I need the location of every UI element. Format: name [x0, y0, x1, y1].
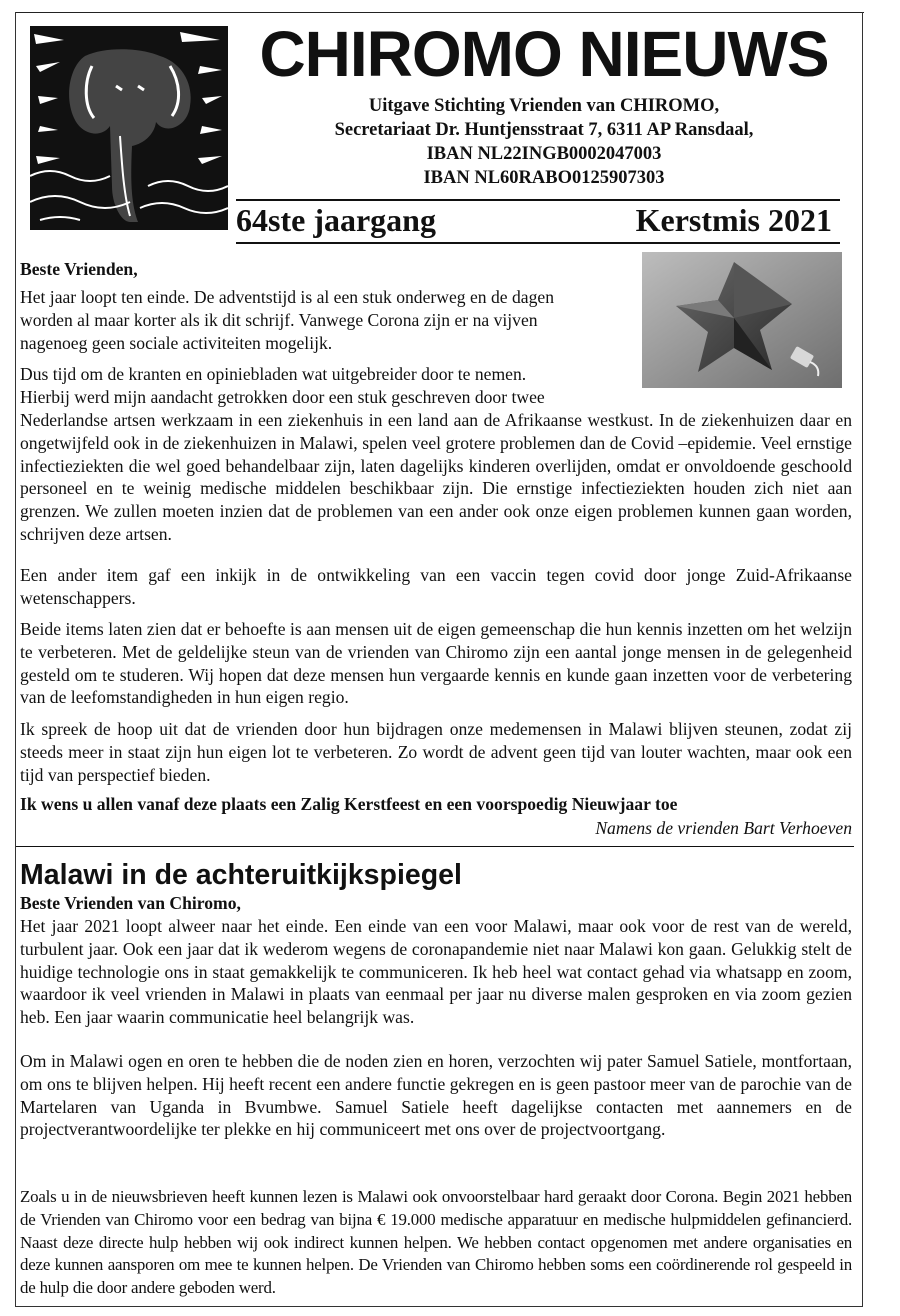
christmas-star-photo — [642, 252, 842, 388]
letter-paragraph-1-line-3: nagenoeg geen sociale activiteiten mogelijk. — [20, 333, 333, 353]
iban-line-2: IBAN NL60RABO0125907303 — [423, 168, 665, 188]
masthead-rule-bottom — [236, 242, 840, 244]
address-line: Secretariaat Dr. Huntjensstraat 7, 6311 AP Ransdaal, — [334, 120, 754, 140]
letter-paragraph-1-line-1: Het jaar loopt ten einde. De adventstijd is al een stuk onderweg en de dagen — [20, 287, 554, 307]
iban-line-1: IBAN NL22INGB0002047003 — [426, 144, 662, 164]
volume-label: 64ste jaargang — [236, 202, 436, 238]
article-paragraph-2: Om in Malawi ogen en oren te hebben die de noden zien en horen, verzochten wij pater Samuel Satiele, montfortaan, om ons te blijven helpen. Hij heeft recent een andere functie gekregen en is geen pastoor meer van de parochie van de Martelaren van Uganda in Bvumbwe. Samuel Satiele heeft dagelijkse contacten met aannemers en de projectverantwoordelijke ter plekke en hij communiceert met ons over de projectvoortgang. — [20, 1051, 852, 1140]
letter-paragraph-2-line-1: Dus tijd om de kranten en opiniebladen wat uitgebreider door te nemen. — [20, 364, 527, 384]
article-salutation: Beste Vrienden van Chiromo, — [20, 893, 241, 913]
elephant-woodcut-logo — [30, 26, 228, 230]
publisher-line: Uitgave Stichting Vrienden van CHIROMO, — [368, 96, 720, 116]
right-border — [862, 12, 863, 1306]
edition-label: Kerstmis 2021 — [635, 202, 832, 238]
left-border — [15, 12, 16, 1306]
letter-paragraph-5: Ik spreek de hoop uit dat de vrienden door hun bijdragen onze medemensen in Malawi blijven steunen, zodat zij steeds meer in staat zijn hun eigen lot te verbeteren. Zo wordt de advent geen tijd van louter wachten, maar ook een tijd van perspectief bieden. — [20, 719, 852, 785]
issue-row — [236, 200, 832, 240]
letter-paragraph-2-line-2: Hierbij werd mijn aandacht getrokken door een stuk geschreven door twee — [20, 387, 545, 407]
top-rule — [16, 12, 864, 13]
letter-paragraph-4: Beide items laten zien dat er behoefte is aan mensen uit de eigen gemeenschap die hun kennis inzetten om het welzijn te verbeteren. Met de geldelijke steun van de vrienden van Chiromo zijn een aantal jonge mensen in de gelegenheid gesteld om te studeren. Wij hopen dat deze mensen hun vergaarde kennis en kunde gaan inzetten voor de verbetering van de leefomstandigheden in hun eigen regio. — [20, 619, 852, 708]
newsletter-title: CHIROMO NIEUWS — [259, 18, 829, 90]
letter-salutation: Beste Vrienden, — [20, 259, 138, 279]
christmas-wish: Ik wens u allen vanaf deze plaats een Zalig Kerstfeest en een voorspoedig Nieuwjaar toe — [20, 794, 678, 814]
bottom-border — [15, 1306, 863, 1307]
article-title: Malawi in de achteruitkijkspiegel — [20, 859, 462, 891]
article-paragraph-3: Zoals u in de nieuwsbrieven heeft kunnen lezen is Malawi ook onvoorstelbaar hard geraakt door Corona. Begin 2021 hebben de Vrienden van Chiromo voor een bedrag van bijna € 19.000 medische apparatuur en medische hulpmiddelen gefinancierd. Naast deze directe hulp hebben wij ook indirect kunnen helpen. We hebben contact opgenomen met andere organisaties en deze kunnen aansporen om mee te kunnen helpen. De Vrienden van Chiromo hebben soms een coördinerende rol gespeeld in de hulp die door andere geboden werd. — [20, 1187, 852, 1298]
section-divider — [16, 846, 854, 847]
letter-paragraph-3: Een ander item gaf een inkijk in de ontwikkeling van een vaccin tegen covid door jonge Zuid-Afrikaanse wetenschappers. — [20, 565, 852, 608]
article-paragraph-1: Het jaar 2021 loopt alweer naar het einde. Een einde van een voor Malawi, maar ook voor de rest van de wereld, turbulent jaar. Ook een jaar dat ik wederom wegens de coronapandemie niet naar Malawi kon gaan. Gelukkig stelt de huidige technologie ons in staat gemakkelijk te communiceren. Ik heb heel wat contact gehad via whatsapp en zoom, waardoor ik veel vrienden in Malawi in plaats van eenmaal per jaar nu diverse malen gesproken en via zoom gezien heb. Een jaar waarin communicatie heel belangrijk was. — [20, 916, 852, 1028]
letter-signature: Namens de vrienden Bart Verhoeven — [595, 818, 852, 838]
masthead — [236, 18, 852, 190]
letter-paragraph-2-rest: Nederlandse artsen werkzaam in een ziekenhuis in een land aan de Afrikaanse westkust. In de ziekenhuizen daar en ongetwijfeld ook in de ziekenhuizen in Malawi, spelen veel grotere problemen dan de Covid –epidemie. Veel ernstige infectieziekten die wel goed behandelbaar zijn, laten dagelijks kinderen overlijden, omdat er onvoldoende geschoold personeel en te weinig medische middelen beschikbaar zijn. Die ernstige infectieziekten houden zich niet aan grenzen. We zullen moeten inzien dat de problemen van een ander ook onze eigen problemen kunnen gaan worden, schrijven deze artsen. — [20, 410, 852, 544]
letter-paragraph-1-line-2: worden al maar korter als ik dit schrijf. Vanwege Corona zijn er na vijven — [20, 310, 538, 330]
